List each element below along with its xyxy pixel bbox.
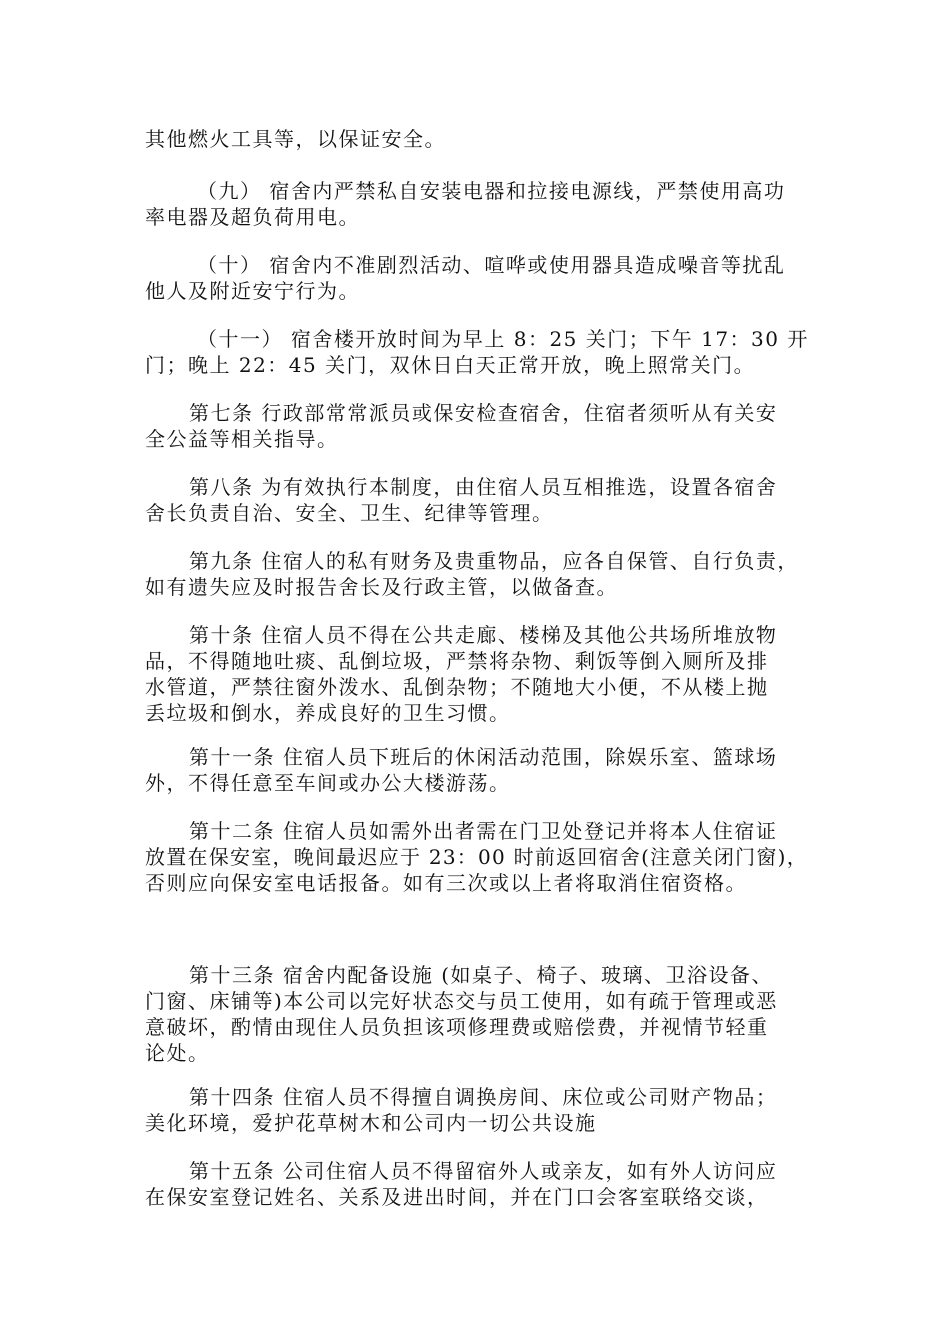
paragraph-article-7 <box>145 400 810 452</box>
paragraph-article-9 <box>145 548 810 600</box>
paragraph-item-10 <box>145 252 810 304</box>
text-line: 舍长负责自治、安全、卫生、纪律等管理。 <box>145 501 554 525</box>
text-line: 放置在保安室，晚间最迟应于 23：00 时前返回宿舍(注意关闭门窗)， <box>145 845 808 869</box>
text-line: 其他燃火工具等，以保证安全。 <box>145 127 446 151</box>
text-line: 第十五条 公司住宿人员不得留宿外人或亲友，如有外人访问应 <box>189 1159 778 1183</box>
paragraph-article-10 <box>145 622 810 726</box>
paragraph-article-12 <box>145 818 810 896</box>
paragraph-article-13 <box>145 962 810 1066</box>
text-line: 外，不得任意至车间或办公大楼游荡。 <box>145 771 511 795</box>
text-line: 率电器及超负荷用电。 <box>145 205 360 229</box>
text-line: 如有遗失应及时报告舍长及行政主管，以做备查。 <box>145 575 618 599</box>
text-line: 意破坏，酌情由现住人员负担该项修理费或赔偿费，并视情节轻重 <box>145 1015 769 1039</box>
paragraph-article-8 <box>145 474 810 526</box>
paragraph-article-15 <box>145 1158 810 1210</box>
text-line: 美化环境，爱护花草树木和公司内一切公共设施 <box>145 1111 597 1135</box>
paragraph-continuation <box>145 126 810 152</box>
text-line: 第十三条 宿舍内配备设施 (如桌子、椅子、玻璃、卫浴设备、 <box>189 963 774 987</box>
paragraph-item-11 <box>145 326 810 378</box>
text-line: 第七条 行政部常常派员或保安检查宿舍，住宿者须听从有关安 <box>189 401 778 425</box>
text-line: 门；晚上 22：45 关门，双休日白天正常开放，晚上照常关门。 <box>145 353 756 377</box>
paragraph-article-11 <box>145 744 810 796</box>
text-line: 第九条 住宿人的私有财务及贵重物品，应各自保管、自行负责， <box>189 549 799 573</box>
text-line: 水管道，严禁往窗外泼水、乱倒杂物；不随地大小便，不从楼上抛 <box>145 675 769 699</box>
text-line: 全公益等相关指导。 <box>145 427 339 451</box>
paragraph-article-14 <box>145 1084 810 1136</box>
text-line: 品，不得随地吐痰、乱倒垃圾，严禁将杂物、剩饭等倒入厕所及排 <box>145 649 769 673</box>
text-line: 第八条 为有效执行本制度，由住宿人员互相推选，设置各宿舍 <box>189 475 778 499</box>
text-line: 论处。 <box>145 1041 210 1065</box>
text-line: （十一） 宿舍楼开放时间为早上 8：25 关门；下午 17：30 开 <box>197 327 809 351</box>
text-line: 第十二条 住宿人员如需外出者需在门卫处登记并将本人住宿证 <box>189 819 778 843</box>
text-line: （十） 宿舍内不准剧烈活动、喧哗或使用器具造成噪音等扰乱 <box>197 253 786 277</box>
paragraph-item-9 <box>145 178 810 230</box>
text-line: 否则应向保安室电话报备。如有三次或以上者将取消住宿资格。 <box>145 871 747 895</box>
text-line: 门窗、床铺等)本公司以完好状态交与员工使用，如有疏于管理或恶 <box>145 989 778 1013</box>
text-line: 第十条 住宿人员不得在公共走廊、楼梯及其他公共场所堆放物 <box>189 623 778 647</box>
text-line: 在保安室登记姓名、关系及进出时间，并在门口会客室联络交谈， <box>145 1185 769 1209</box>
text-line: 他人及附近安宁行为。 <box>145 279 360 303</box>
text-line: 第十一条 住宿人员下班后的休闲活动范围，除娱乐室、篮球场 <box>189 745 778 769</box>
text-line: 第十四条 住宿人员不得擅自调换房间、床位或公司财产物品； <box>189 1085 778 1109</box>
text-line: 丢垃圾和倒水，养成良好的卫生习惯。 <box>145 701 511 725</box>
text-line: （九） 宿舍内严禁私自安装电器和拉接电源线，严禁使用高功 <box>197 179 786 203</box>
